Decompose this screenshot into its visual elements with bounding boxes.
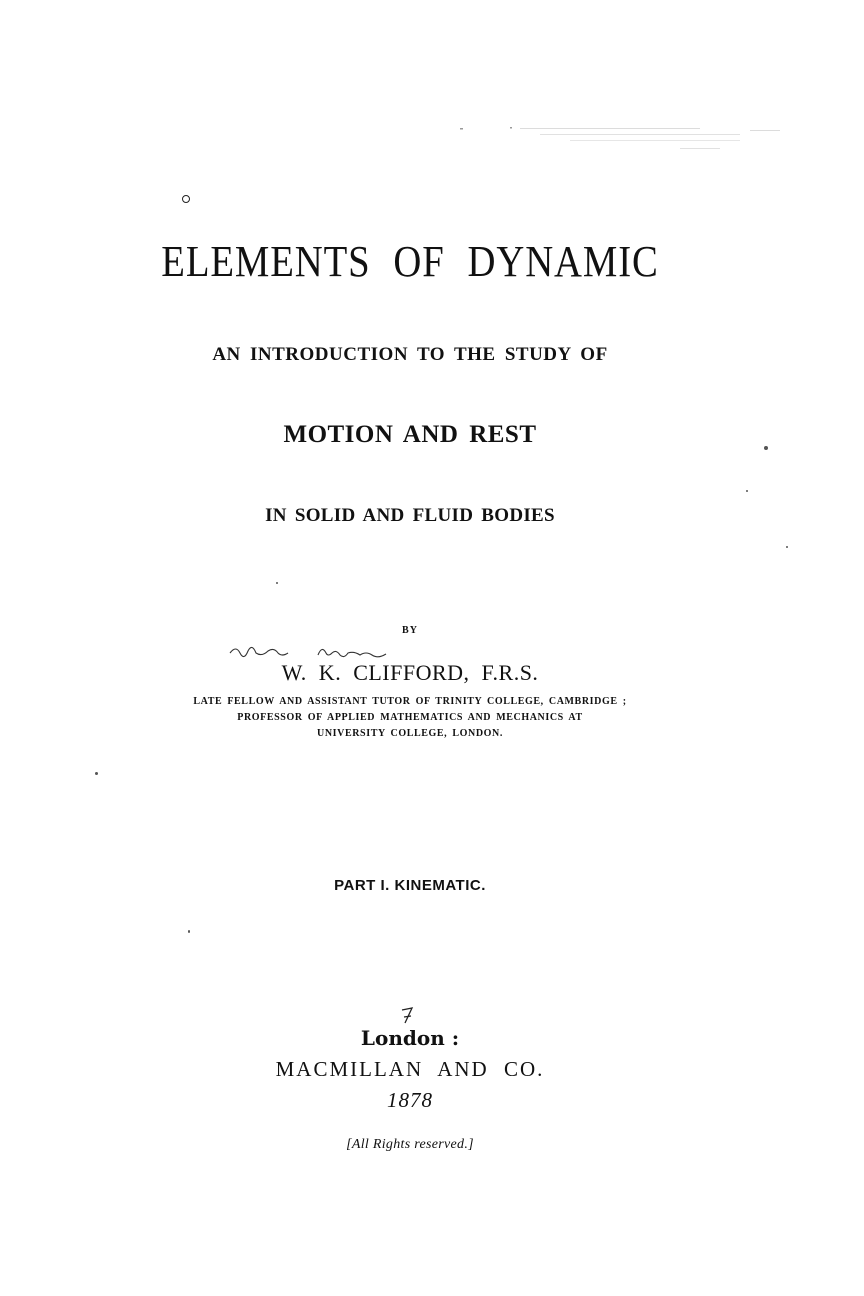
scan-speck xyxy=(188,930,190,933)
imprint-publisher: MACMILLAN AND CO. xyxy=(275,1057,545,1081)
scan-speck xyxy=(95,772,98,775)
ring-mark xyxy=(182,195,190,203)
imprint-city: London : xyxy=(360,1026,460,1050)
author-affiliation-line: UNIVERSITY COLLEGE, LONDON. xyxy=(317,728,503,739)
book-scope: IN SOLID AND FLUID BODIES xyxy=(265,505,555,526)
scan-speck xyxy=(746,490,748,492)
imprint-year: 1878 xyxy=(387,1088,433,1112)
scan-speck xyxy=(276,582,278,584)
by-label: BY xyxy=(402,625,418,636)
author-affiliation-line: PROFESSOR OF APPLIED MATHEMATICS AND MECHANICS AT xyxy=(237,712,583,723)
scan-speck xyxy=(786,546,788,548)
author-name: W. K. CLIFFORD, F.R.S. xyxy=(281,660,539,685)
scan-speck xyxy=(764,446,768,450)
book-subtitle: AN INTRODUCTION TO THE STUDY OF xyxy=(212,344,608,365)
faded-library-stamp xyxy=(450,120,790,160)
book-topic: MOTION AND REST xyxy=(283,421,537,448)
book-title: ELEMENTS OF DYNAMIC xyxy=(161,237,659,286)
rights-notice: [All Rights reserved.] xyxy=(346,1137,474,1152)
author-affiliation-line: LATE FELLOW AND ASSISTANT TUTOR OF TRINITY COLLEGE, CAMBRIDGE ; xyxy=(193,696,627,707)
part-heading: PART I. KINEMATIC. xyxy=(334,877,486,894)
pencil-mark xyxy=(398,1005,418,1027)
